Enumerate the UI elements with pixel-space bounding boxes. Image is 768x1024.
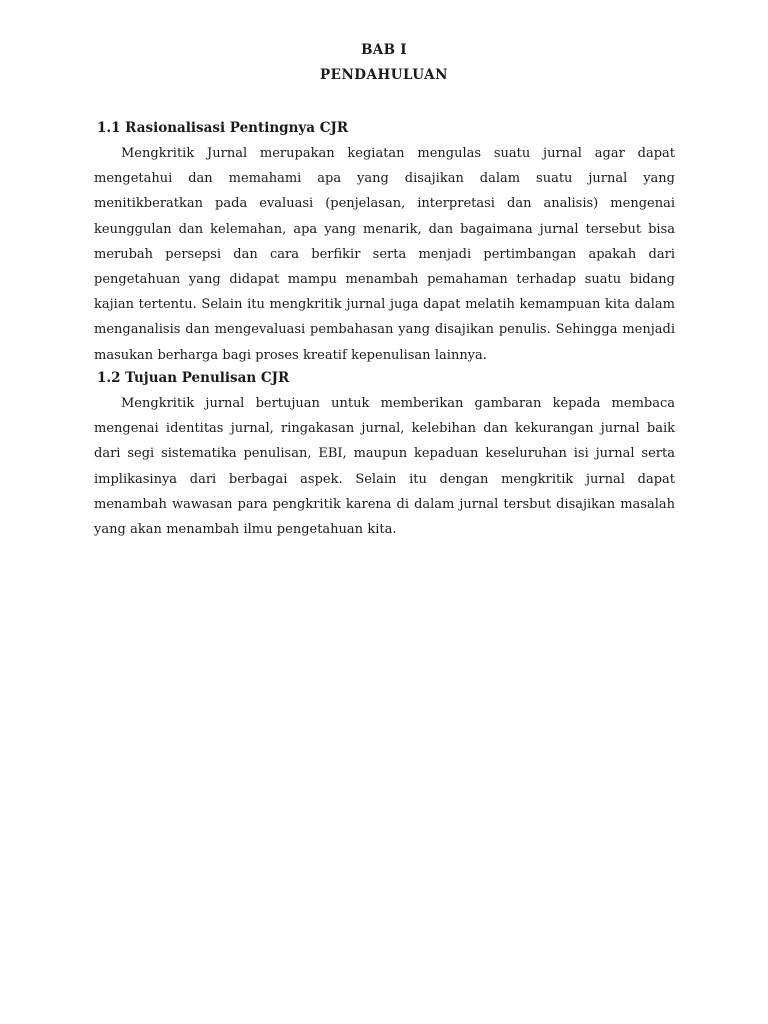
section-tujuan [94,367,675,542]
section-paragraph: Mengkritik jurnal bertujuan untuk memberikan gambaran kepada membaca mengenai identitas jurnal, ringakasan jurnal, kelebihan dan kekurangan jurnal baik dari segi sistematika penulisan, EBI, maupun kepaduan keseluruhan isi jurnal serta implikasinya dari berbagai aspek. Selain itu dengan mengkritik jurnal dapat menambah wawasan para pengkritik karena di dalam jurnal tersbut disajikan masalah yang akan menambah ilmu pengetahuan kita. [94,396,675,538]
section-rasionalisasi [94,117,675,368]
section-heading: 1.1 Rasionalisasi Pentingnya CJR [97,120,349,136]
section-heading: 1.2 Tujuan Penulisan CJR [97,370,290,386]
section-paragraph: Mengkritik Jurnal merupakan kegiatan mengulas suatu jurnal agar dapat mengetahui dan memahami apa yang disajikan dalam suatu jurnal yang menitikberatkan pada evaluasi (penjelasan, interpretasi dan analisis) mengenai keunggulan dan kelemahan, apa yang menarik, dan bagaimana jurnal tersebut bisa merubah persepsi dan cara berfikir serta menjadi pertimbangan apakah dari pengetahuan yang didapat mampu menambah pemahaman terhadap suatu bidang kajian tertentu. Selain itu mengkritik jurnal juga dapat melatih kemampuan kita dalam menganalisis dan mengevaluasi pembahasan yang disajikan penulis. Sehingga menjadi masukan berharga bagi proses kreatif kepenulisan lainnya. [94,146,675,363]
chapter-number: BAB I [361,42,407,58]
chapter-title: PENDAHULUAN [320,67,448,83]
